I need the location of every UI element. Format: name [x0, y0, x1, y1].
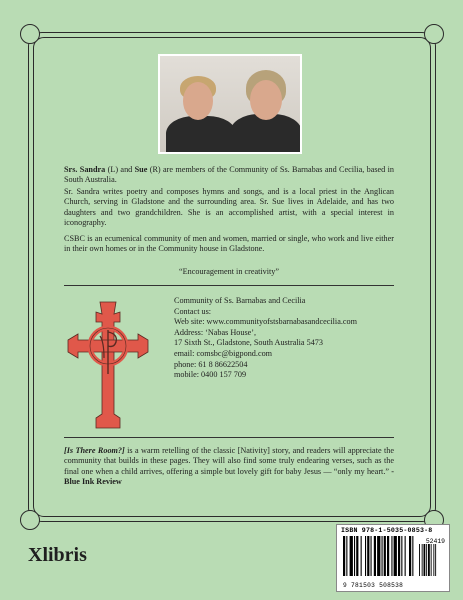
barcode-addon-bar — [426, 544, 427, 576]
barcode-bar — [371, 536, 372, 576]
barcode-bar — [374, 536, 376, 576]
contact-website[interactable]: Web site: www.communityofstsbarnabasandcecilia.com — [174, 317, 357, 327]
barcode-price-code: 52419 — [425, 538, 445, 545]
review-body: is a warm retelling of the classic [Nativity] story, and readers will appreciate the community that builds in these pages. They will also find some truly endearing verses, such as the final one when a child arrives, offering a simple but lovely gift for baby Jesus — “only my heart.” — [64, 446, 394, 476]
barcode-bar — [367, 536, 369, 576]
contact-phone: phone: 61 8 86622504 — [174, 359, 248, 369]
contact-heading: Contact us: — [174, 306, 212, 316]
barcode-bar — [398, 536, 400, 576]
barcode-bar — [409, 536, 411, 576]
frame-corner-ornament — [20, 510, 40, 530]
author-name-sandra: Srs. Sandra — [64, 165, 106, 174]
contact-address-line2: 17 Sixth St., Gladstone, South Australia 5473 — [174, 338, 323, 348]
bio-paragraph-3: CSBC is an ecumenical community of men and women, married or single, who work and live either in their own homes or in the Community house in Gladstone. — [64, 234, 394, 254]
barcode-bar — [343, 536, 345, 576]
contact-email[interactable]: email: comsbc@bigpond.com — [174, 348, 273, 358]
barcode-bar — [412, 536, 413, 576]
review-source: -Blue Ink Review — [64, 466, 394, 487]
divider-top — [64, 285, 394, 286]
barcode-addon-bar — [419, 544, 420, 576]
celtic-cross-icon — [64, 296, 152, 436]
barcode-bar — [391, 536, 392, 576]
divider-bottom — [64, 437, 394, 438]
isbn-barcode — [336, 524, 450, 592]
barcode-addon-bar — [424, 544, 426, 576]
contact-org: Community of Ss. Barnabas and Cecilia — [174, 296, 306, 305]
barcode-bar — [394, 536, 397, 576]
barcode-bar — [354, 536, 355, 576]
barcode-bar — [365, 536, 366, 576]
barcode-bar — [361, 536, 362, 576]
author-photo — [158, 54, 302, 154]
barcode-addon-bar — [431, 544, 432, 576]
barcode-bar — [405, 536, 406, 576]
barcode-addon-bar — [433, 544, 434, 576]
community-motto: “Encouragement in creativity” — [178, 267, 280, 276]
barcode-bar — [346, 536, 347, 576]
barcode-bar — [377, 536, 380, 576]
barcode-bar — [401, 536, 402, 576]
barcode-digits: 9 781503 508538 — [343, 582, 404, 589]
review-book-title: [Is There Room?] — [64, 446, 125, 455]
isbn-number: ISBN 978-1-5035-0853-8 — [341, 527, 433, 534]
barcode-bar — [356, 536, 358, 576]
bio-paragraph-2: Sr. Sandra writes poetry and composes hymns and songs, and is a local priest in the Anglican Church, serving in Gladstone and the surrounding area. Sr. Sue lives in Adelaide, and has two daughters and two grandchildren. She is an accomplished artist, with a special interest in iconography. — [64, 187, 394, 228]
barcode-addon-bar — [428, 544, 430, 576]
frame-corner-ornament — [424, 24, 444, 44]
barcode-bar — [387, 536, 389, 576]
bio-paragraph-1: Srs. Sandra (L) and Sue (R) are members of the Community of Ss. Barnabas and Cecilia, based in South Australia. — [64, 165, 394, 185]
contact-mobile: mobile: 0400 157 709 — [174, 370, 247, 380]
barcode-addon-bar — [435, 544, 436, 576]
frame-corner-ornament — [20, 24, 40, 44]
author-name-sue: Sue — [134, 165, 148, 174]
barcode-bar — [350, 536, 353, 576]
barcode-addon-bar — [422, 544, 423, 576]
barcode-bar — [382, 536, 383, 576]
publisher-logo: Xlibris — [28, 544, 87, 566]
barcode-bar — [384, 536, 386, 576]
contact-block — [174, 296, 404, 381]
review-quote — [64, 446, 394, 488]
contact-address-line1: Address: ‘Nabas House’, — [174, 327, 257, 337]
